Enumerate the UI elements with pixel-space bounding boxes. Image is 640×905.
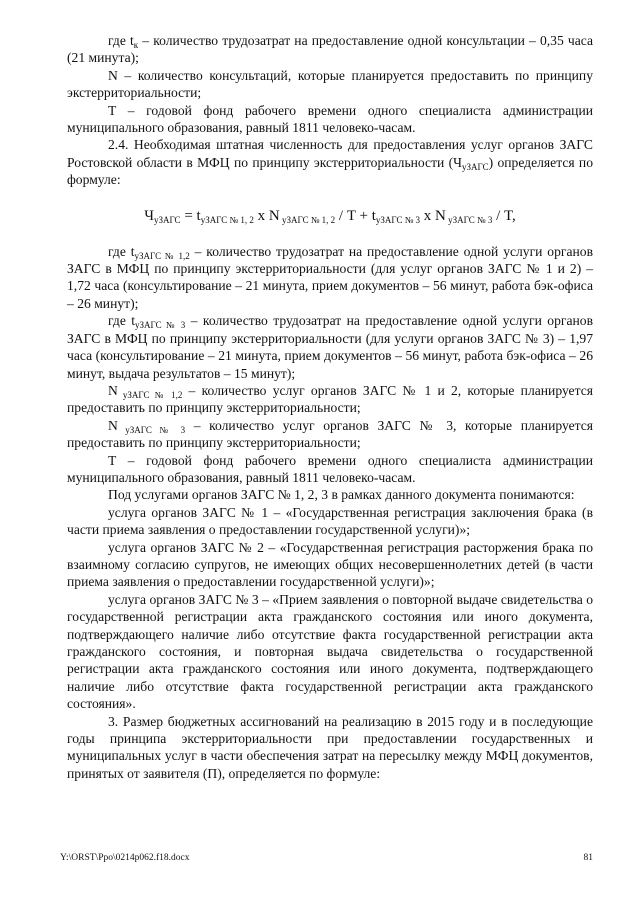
subscript: уЗАГС № 1, 2	[279, 214, 336, 225]
text-run: – количество трудозатрат на предоставление одной услуги органов ЗАГС в МФЦ по принципу экстерриториальности (для услуг органов ЗАГС № 1 и 2) – 1,72 часа (консультирование – 21 минута, прием документов – 56 минут, работа бэк-офиса – 26 минут);	[67, 243, 593, 311]
text-run: где t	[108, 33, 134, 48]
subscript: уЗАГС	[462, 161, 489, 172]
text-run: x N	[253, 207, 280, 224]
subscript: к	[133, 40, 139, 50]
subscript: уЗАГС	[153, 214, 181, 225]
page-number: 81	[583, 853, 593, 863]
text-run: N	[108, 417, 118, 433]
paragraph-p3	[67, 102, 593, 137]
paragraph-p1	[67, 32, 593, 67]
paragraph-p5	[67, 243, 593, 313]
text-run: услуга органов ЗАГС № 2 – «Государственная регистрация расторжения брака по взаимному согласию супругов, не имеющих общих несовершеннолетних детей (в части приема заявления о предоставлении государственной услуги)»;	[67, 539, 593, 590]
subscript: уЗАГС № 3	[445, 214, 493, 225]
paragraph-p2	[67, 67, 593, 102]
text-run: ) определяется по формуле:	[67, 154, 593, 188]
text-run: / T,	[492, 207, 516, 224]
text-run: / T + t	[335, 207, 376, 224]
text-run: 2.4. Необходимая штатная численность для предоставления услуг органов ЗАГС Ростовской области в МФЦ по принципу экстерриториальности (Ч	[67, 137, 593, 170]
text-run: N – количество консультаций, которые планируется предоставить по принципу экстерриториальности;	[67, 67, 593, 101]
file-path: Y:\ORST\Ppo\0214p062.f18.docx	[60, 853, 190, 863]
text-run: услуга органов ЗАГС № 1 – «Государственная регистрация заключения брака (в части приема заявления о предоставлении государственной услуги)»;	[67, 504, 593, 538]
text-run: услуга органов ЗАГС № 3 – «Прием заявления о повторной выдаче свидетельства о государственной регистрации акта гражданского состояния или иного документа, подтверждающего наличие либо отсутствие факта государственной регистрации акта гражданского состояния, и повторная выдача свидетельства о государственной регистрации акта гражданского состояния или иного документа, подтверждающего наличие либо отсутствие факта государственной регистрации акта гражданского состояния».	[67, 591, 593, 712]
paragraph-p12	[67, 539, 593, 591]
text-run: где t	[108, 313, 136, 329]
paragraph-p14	[67, 713, 593, 783]
subscript: уЗАГС № 3	[375, 214, 421, 225]
paragraph-p7	[67, 382, 593, 417]
document-body	[67, 32, 593, 782]
subscript: уЗАГС № 1,2	[117, 389, 183, 400]
text-run: = t	[180, 207, 201, 224]
text-run: – количество услуг органов ЗАГС № 1 и 2, которые планируется предоставить по принципу экстерриториальности;	[67, 382, 593, 416]
text-run: где t	[108, 243, 135, 259]
text-run: Под услугами органов ЗАГС № 1, 2, 3 в рамках данного документа понимаются:	[108, 487, 575, 503]
formula	[67, 206, 593, 226]
paragraph-p11	[67, 504, 593, 539]
text-run: – количество услуг органов ЗАГС № 3, которые планируется предоставить по принципу экстерриториальности;	[67, 417, 593, 451]
text-run: N	[108, 382, 118, 398]
paragraph-p8	[67, 417, 593, 452]
subscript: уЗАГС № 1,2	[134, 250, 190, 261]
subscript: уЗАГС № 3	[117, 424, 186, 435]
text-run: T – годовой фонд рабочего времени одного специалиста администрации муниципального образования, равный 1811 человеко-часам.	[67, 102, 593, 136]
paragraph-p9	[67, 452, 593, 487]
text-run: Ч	[144, 207, 154, 224]
text-run: T – годовой фонд рабочего времени одного специалиста администрации муниципального образования, равный 1811 человеко-часам.	[67, 452, 593, 485]
text-run: 3. Размер бюджетных ассигнований на реализацию в 2015 году и в последующие годы принципа экстерриториальности при предоставлении государственных и муниципальных услуг в части обеспечения затрат на пересылку между МФЦ документов, принятых от заявителя (П), определяется по формуле:	[67, 713, 593, 781]
text-run: x N	[420, 207, 446, 224]
paragraph-p6	[67, 312, 593, 382]
text-run: – количество трудозатрат на предоставление одной услуги органов ЗАГС в МФЦ по принципу экстерриториальности (для услуги органов ЗАГС № 3) – 1,97 часа (консультирование – 21 минута, прием документов – 56 минут, работа бэк-офиса – 26 минут, выдача результатов – 15 минут);	[67, 313, 593, 381]
subscript: уЗАГС № 3	[135, 320, 186, 331]
paragraph-p4	[67, 136, 593, 188]
paragraph-p13	[67, 591, 593, 713]
text-run: – количество трудозатрат на предоставление одной консультации – 0,35 часа (21 минута);	[67, 33, 593, 66]
paragraph-p10	[67, 486, 593, 503]
subscript: уЗАГС № 1, 2	[200, 214, 254, 225]
